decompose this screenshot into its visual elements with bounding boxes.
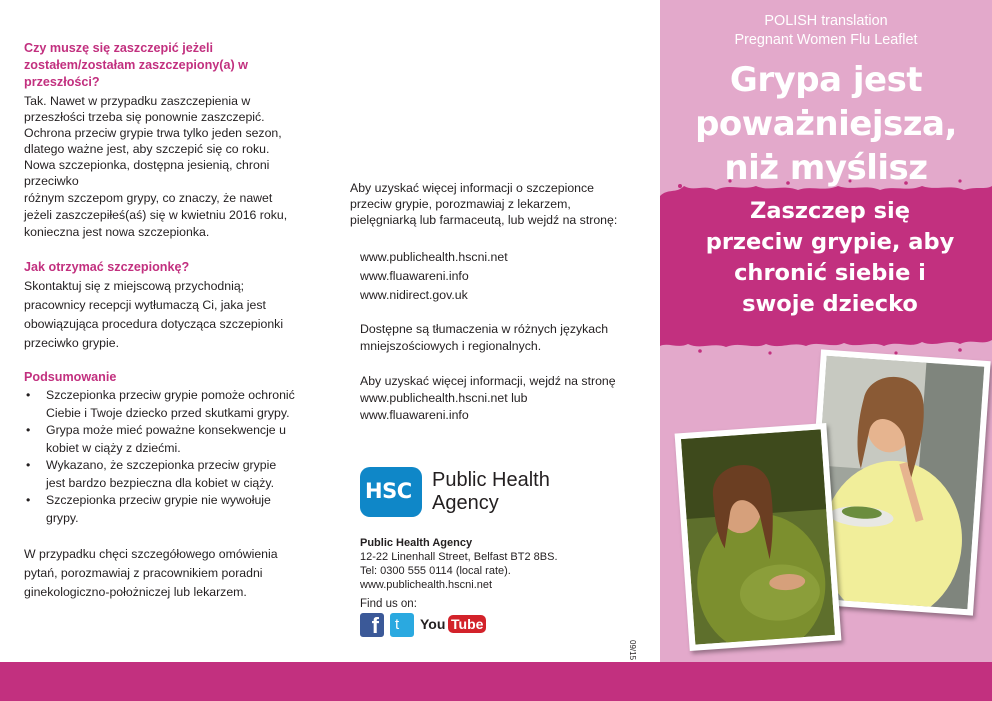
list-item: • Szczepionka przeciw grypie nie wywołuje grypy. <box>26 493 271 525</box>
final-paragraph: W przypadku chęci szczegółowego omówienia pytań, porozmawiaj z pracownikiem poradni ginekologiczno-położniczej lub lekarzem. <box>24 547 278 599</box>
photo-pregnant-woman-resting <box>675 423 842 651</box>
bullet-icon: • <box>26 423 31 437</box>
list-item: • Wykazano, że szczepionka przeciw grypie jest bardzo bezpieczna dla kobiet w ciąży. <box>26 458 277 490</box>
question-heading-get-vaccine: Jak otrzymać szczepionkę? <box>24 260 190 274</box>
answer-paragraph-1-end: różnym szczepom grypy, co znaczy, że nawet jeżeli zaszczepiłeś(aś) się w kwietniu 2016 roku, konieczna jest nowa szczepionka. <box>24 191 288 239</box>
facebook-icon[interactable]: f <box>360 613 384 637</box>
left-column <box>24 40 296 602</box>
photo-woman-resting-icon <box>681 429 835 644</box>
list-item: • Grypa może mieć poważne konsekwencje u kobiet w ciąży z dziećmi. <box>26 423 286 455</box>
address-street: 12-22 Linenhall Street, Belfast BT2 8BS. <box>360 551 558 563</box>
summary-list <box>24 387 296 527</box>
leaflet-code: 09/15 <box>628 640 637 661</box>
info-paragraph: Aby uzyskać więcej informacji o szczepionce przeciw grypie, porozmawiaj z lekarzem, pielęgniarką lub farmaceutą, lub wejdź na stronę: <box>350 181 618 227</box>
bullet-icon: • <box>26 388 31 402</box>
link-nidirect[interactable]: www.nidirect.gov.uk <box>360 288 468 302</box>
translations-paragraph: Dostępne są tłumaczenia w różnych językach mniejszościowych i regionalnych. <box>360 322 609 353</box>
summary-heading: Podsumowanie <box>24 370 117 384</box>
middle-column <box>345 180 635 424</box>
agency-name: Public Health Agency <box>432 469 550 514</box>
bullet-icon: • <box>26 458 31 472</box>
more-info-paragraph: Aby uzyskać więcej informacji, wejdź na stronę www.publichealth.hscni.net lub www.fluawareni.info <box>360 374 616 422</box>
cover-subtitle: Zaszczep się przeciw grypie, aby chronić siebie i swoje dziecko <box>705 198 955 317</box>
link-fluawareni[interactable]: www.fluawareni.info <box>360 269 469 283</box>
hsc-logo-icon: HSC <box>360 467 422 517</box>
bottom-band <box>0 662 992 701</box>
question-heading-vaccinated-before: Czy muszę się zaszczepić jeżeli zostałem/zostałam zaszczepiony(a) w przeszłości? <box>24 41 248 89</box>
translation-header: POLISH translation Pregnant Women Flu Leaflet <box>734 13 918 48</box>
address-tel: Tel: 0300 555 0114 (local rate). <box>360 565 511 577</box>
answer-paragraph-1: Tak. Nawet w przypadku zaszczepienia w przeszłości trzeba się ponownie zaszczepić. Ochrona przeciw grypie trwa tylko jeden sezon, dlatego ważne jest, aby szczepić się co roku. Nowa szczepionka, dostępna jesienią, chroni przeciwko <box>24 94 282 188</box>
bullet-icon: • <box>26 493 31 507</box>
list-item: • Szczepionka przeciw grypie pomoże ochronić Ciebie i Twoje dziecko przed skutkami grypy. <box>26 388 295 420</box>
youtube-icon[interactable]: You Tube <box>420 615 480 635</box>
cover-title: Grypa jest poważniejsza, niż myślisz <box>695 60 957 188</box>
link-publichealth[interactable]: www.publichealth.hscni.net <box>360 250 508 264</box>
social-icons <box>360 613 484 638</box>
find-us-label: Find us on: <box>360 598 417 610</box>
twitter-icon[interactable]: t <box>390 613 414 637</box>
answer-paragraph-2: Skontaktuj się z miejscową przychodnią; pracownicy recepcji wytłumaczą Ci, jaka jest obowiązująca procedura dotycząca szczepionki przeciwko grypie. <box>24 279 284 350</box>
link-list <box>345 248 635 305</box>
address-web[interactable]: www.publichealth.hscni.net <box>360 579 493 591</box>
address-org: Public Health Agency <box>360 537 473 549</box>
agency-address <box>360 536 620 592</box>
public-health-agency-logo <box>360 467 560 519</box>
